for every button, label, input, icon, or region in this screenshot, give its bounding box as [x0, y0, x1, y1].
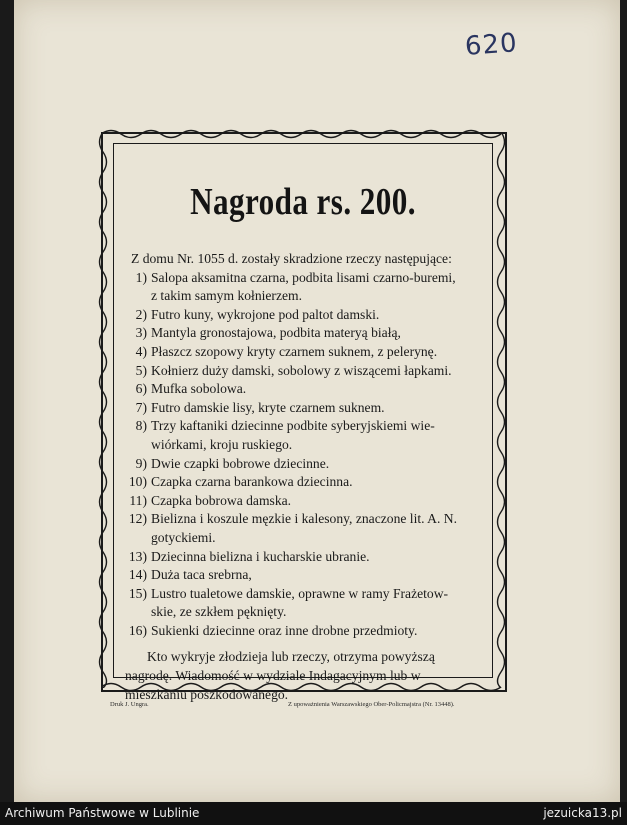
- list-item: [125, 585, 485, 622]
- item-line: Futro kuny, wykrojone pod paltot damski.: [151, 306, 380, 322]
- ornament-right-border: [494, 132, 508, 688]
- item-text: [151, 455, 485, 474]
- item-line: wiórkami, kroju ruskiego.: [151, 436, 293, 452]
- list-item: [125, 417, 485, 454]
- item-line: Czapka bobrowa damska.: [151, 492, 292, 508]
- item-text: [151, 343, 485, 362]
- item-number: 15): [128, 585, 147, 601]
- item-line: Trzy kaftaniki dziecinne podbite syberyjskiemi wie-: [151, 418, 435, 434]
- item-line: Duża taca srebrna,: [151, 567, 252, 583]
- item-number: 10): [128, 474, 147, 490]
- list-item: [125, 324, 485, 343]
- item-line: z takim samym kołnierzem.: [151, 288, 302, 304]
- item-number: 9): [135, 455, 147, 471]
- item-number: 4): [135, 343, 147, 359]
- item-text: [151, 399, 485, 418]
- list-item: [125, 492, 485, 511]
- item-line: gotyckiemi.: [151, 529, 216, 545]
- item-number: 1): [135, 269, 147, 285]
- poster-title: Nagroda rs. 200.: [190, 181, 416, 223]
- item-number: 7): [135, 399, 147, 415]
- ornament-left-border: [96, 132, 110, 688]
- list-item: [125, 566, 485, 585]
- item-line: Płaszcz szopowy kryty czarnem suknem, z pelerynę.: [151, 343, 438, 359]
- item-line: Futro damskie lisy, kryte czarnem suknem.: [151, 399, 385, 415]
- item-line: Sukienki dziecinne oraz inne drobne przedmioty.: [151, 622, 418, 638]
- archive-label: Archiwum Państwowe w Lublinie: [5, 806, 200, 820]
- item-number: 16): [128, 622, 147, 638]
- item-text: [151, 362, 485, 381]
- item-line: Mufka sobolowa.: [151, 381, 247, 397]
- item-text: [151, 269, 485, 306]
- printer-credit: Druk J. Ungra.: [110, 701, 149, 708]
- authorization-note: Z upoważnienia Warszawskiego Ober-Policmajstra (Nr. 13448).: [288, 701, 455, 708]
- item-text: [151, 566, 485, 585]
- intro-text: Z domu Nr. 1055 d. zostały skradzione rzeczy następujące:: [131, 251, 452, 266]
- list-item: [125, 380, 485, 399]
- item-line: Lustro tualetowe damskie, oprawne w ramy Frażetow-: [151, 585, 449, 601]
- item-number: 14): [128, 567, 147, 583]
- item-text: [151, 492, 485, 511]
- item-text: [151, 585, 485, 622]
- list-item: [125, 510, 485, 547]
- list-item: [125, 343, 485, 362]
- item-text: [151, 324, 485, 343]
- site-label: jezuicka13.pl: [543, 806, 622, 820]
- item-number: 3): [135, 325, 147, 341]
- list-item: [125, 269, 485, 306]
- list-item: [125, 622, 485, 641]
- item-text: [151, 622, 485, 641]
- list-item: [125, 399, 485, 418]
- item-line: Czapka czarna barankowa dziecinna.: [151, 474, 353, 490]
- item-line: Dziecinna bielizna i kucharskie ubranie.: [151, 548, 370, 564]
- list-item: [125, 548, 485, 567]
- list-item: [125, 455, 485, 474]
- item-text: [151, 380, 485, 399]
- poster-content: [125, 250, 485, 704]
- item-number: 2): [135, 306, 147, 322]
- item-line: Kołnierz duży damski, sobolowy z wiszącemi łapkami.: [151, 362, 452, 378]
- item-text: [151, 306, 485, 325]
- handwritten-number: 620: [464, 28, 519, 62]
- list-item: [125, 473, 485, 492]
- item-number: 12): [128, 511, 147, 527]
- reward-notice: Kto wykryje złodzieja lub rzeczy, otrzyma powyższą nagrodę. Wiadomość w wydziale Indagacyjnym lub w mieszkaniu poszkodowanego.: [125, 649, 435, 702]
- item-text: [151, 510, 485, 547]
- ornament-top-border: [101, 127, 505, 141]
- item-line: Salopa aksamitna czarna, podbita lisami czarno-buremi,: [151, 269, 456, 285]
- item-line: Dwie czapki bobrowe dziecinne.: [151, 455, 330, 471]
- item-text: [151, 417, 485, 454]
- item-number: 11): [129, 492, 147, 508]
- item-line: Bielizna i koszule męzkie i kalesony, znaczone lit. A. N.: [151, 511, 458, 527]
- item-number: 13): [128, 548, 147, 564]
- item-line: Mantyla gronostajowa, podbita materyą białą,: [151, 325, 401, 341]
- list-item: [125, 362, 485, 381]
- list-item: [125, 306, 485, 325]
- stolen-items-list: [125, 269, 485, 641]
- item-number: 5): [135, 362, 147, 378]
- item-line: skie, ze szkłem pęknięty.: [151, 604, 287, 620]
- item-text: [151, 548, 485, 567]
- item-number: 6): [135, 381, 147, 397]
- item-text: [151, 473, 485, 492]
- item-number: 8): [135, 418, 147, 434]
